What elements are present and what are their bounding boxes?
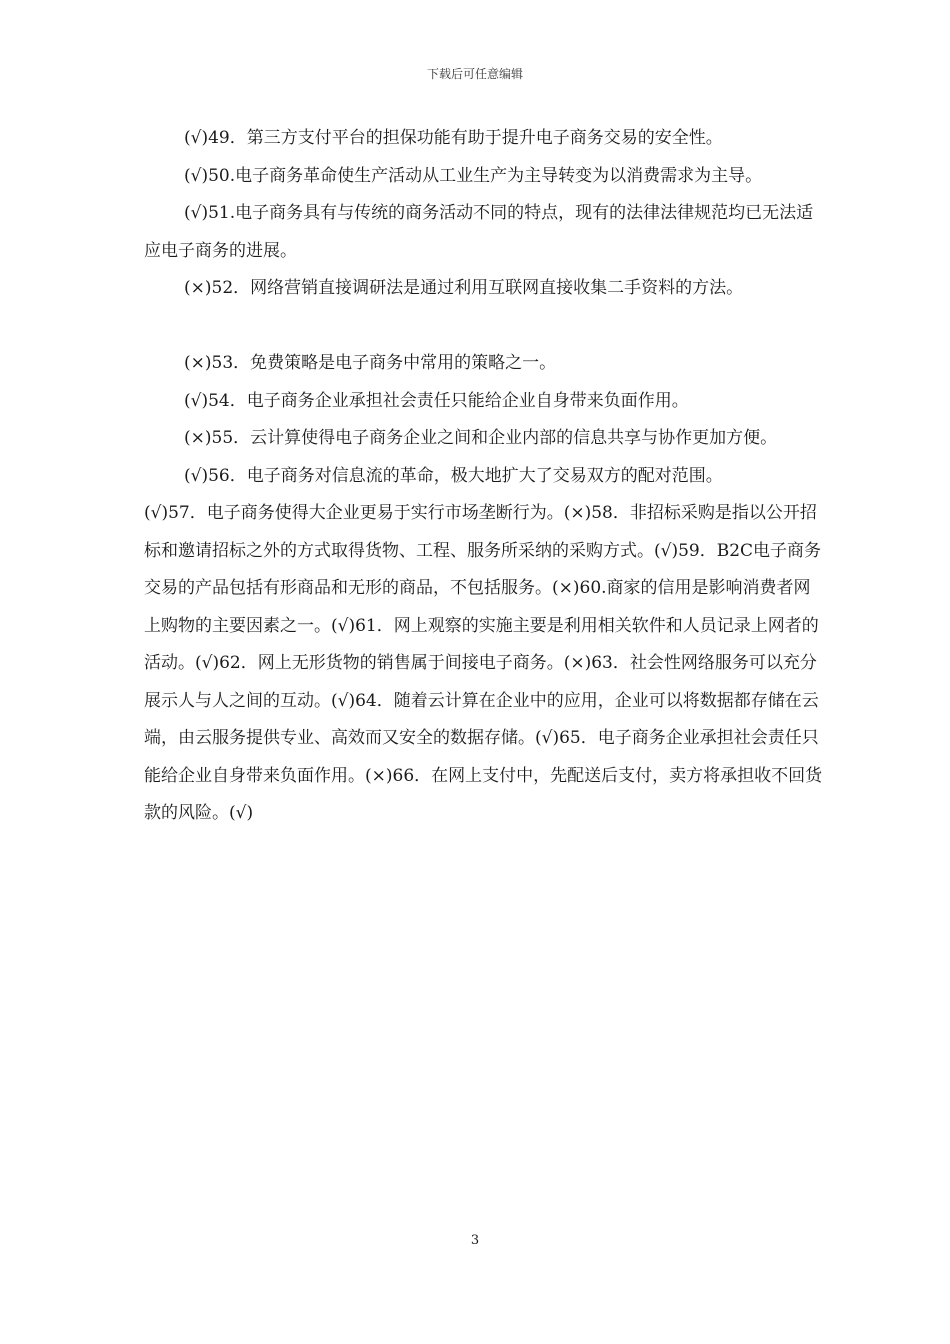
paragraph-q53: (×)53．免费策略是电子商务中常用的策略之一。: [184, 353, 557, 373]
paragraph-q50: (√)50.电子商务革命使生产活动从工业生产为主导转变为以消费需求为主导。: [184, 165, 763, 186]
page-header: 下载后可任意编辑: [426, 67, 523, 81]
paragraph-q52: (×)52．网络营销直接调研法是通过利用互联网直接收集二手资料的方法。: [184, 278, 744, 298]
paragraph-q56: (√)56．电子商务对信息流的革命，极大地扩大了交易双方的配对范围。: [184, 465, 723, 486]
paragraph-q54: (√)54．电子商务企业承担社会责任只能给企业自身带来负面作用。: [184, 390, 689, 411]
paragraph-q55: (×)55．云计算使得电子商务企业之间和企业内部的信息共享与协作更加方便。: [184, 428, 778, 448]
paragraph-q57-q66: (√)57．电子商务使得大企业更易于实行市场垄断行为。(×)58．非招标采购是指以公开招标和邀请招标之外的方式取得货物、工程、服务所采纳的采购方式。(√)59．B2C电子商务交易的产品包括有形商品和无形的商品，不包括服务。(×)60.商家的信用是影响消费者网上购物的主要因素之一。(√)61．网上观察的实施主要是利用相关软件和人员记录上网者的活动。(√)62．网上无形货物的销售属于间接电子商务。(×)63．社会性网络服务可以充分展示人与人之间的互动。(√)64．随着云计算在企业中的应用，企业可以将数据都存储在云端，由云服务提供专业、高效而又安全的数据存储。(√)65．电子商务企业承担社会责任只能给企业自身带来负面作用。(×)66．在网上支付中，先配送后支付，卖方将承担收不回货款的风险。(√): [144, 503, 823, 823]
page-number: 3: [470, 1233, 480, 1248]
paragraph-q49: (√)49．第三方支付平台的担保功能有助于提升电子商务交易的安全性。: [184, 128, 723, 148]
paragraph-q51: (√)51.电子商务具有与传统的商务活动不同的特点，现有的法律法律规范均已无法适应电子商务的进展。: [144, 203, 814, 261]
document-body: [144, 120, 824, 833]
